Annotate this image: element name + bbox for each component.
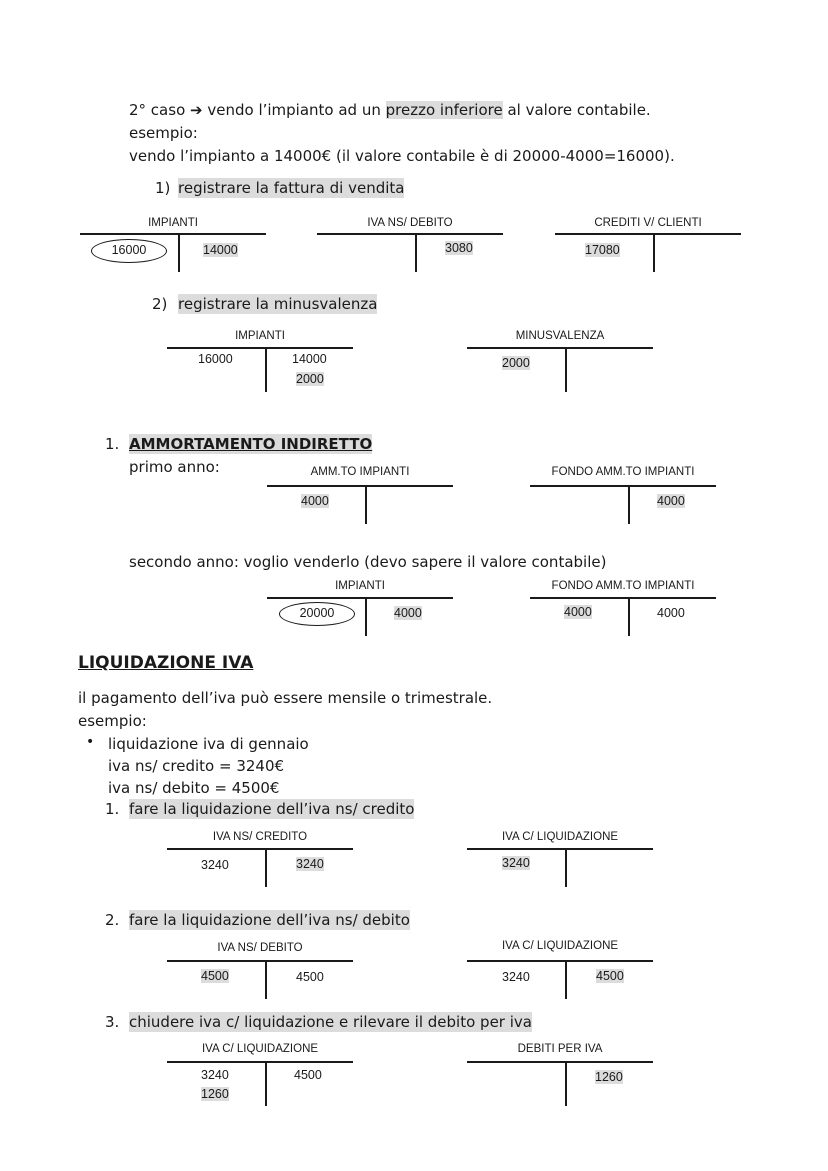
account-title: CREDITI V/ CLIENTI [594, 217, 702, 229]
t-account-top [467, 347, 653, 349]
credit-value: 4000 [657, 606, 685, 620]
credit-value: 4500 [296, 970, 324, 984]
t-account-divider [178, 234, 180, 272]
arrow-icon: ➔ [190, 101, 203, 119]
primo-anno-label: primo anno: [129, 458, 220, 476]
t-account-top [467, 1061, 653, 1063]
credit-value: 4000 [394, 606, 422, 620]
account-title: IMPIANTI [335, 580, 385, 592]
t-account-divider [565, 849, 567, 887]
credit-value: 3080 [445, 241, 473, 255]
t-account-top [167, 960, 353, 962]
t-account-top [467, 848, 653, 850]
account-title: IVA NS/ DEBITO [217, 942, 303, 954]
intro-line-1 [129, 100, 651, 120]
credit-value: 3240 [296, 857, 324, 871]
circled-value: 16000 [91, 239, 167, 263]
bullet-text: liquidazione iva di gennaio [108, 735, 309, 753]
t-account-divider [265, 849, 267, 887]
t-account-top [467, 960, 653, 962]
credit-value: 4000 [657, 494, 685, 508]
t-account-divider [365, 598, 367, 636]
t-account-divider [565, 348, 567, 392]
step-1-number: 1) [155, 179, 171, 197]
intro-line-2: esempio: [129, 124, 198, 142]
account-title: IVA NS/ CREDITO [212, 831, 308, 843]
t-account-divider [265, 961, 267, 999]
step-label: fare la liquidazione dell’iva ns/ debito [129, 911, 410, 929]
account-title: IMPIANTI [235, 330, 285, 342]
credit-value: 4500 [596, 969, 624, 983]
t-account-top [317, 233, 503, 235]
step-2-label: registrare la minusvalenza [178, 295, 378, 313]
credit-value: 4500 [294, 1068, 322, 1082]
t-account-divider [653, 234, 655, 272]
t-account-top [530, 485, 716, 487]
t-account-top [267, 485, 453, 487]
t-account-top [555, 233, 741, 235]
account-title: FONDO AMM.TO IMPIANTI [551, 466, 695, 478]
intro-text: 2° caso [129, 101, 191, 119]
t-account-top [167, 1061, 353, 1063]
t-account-divider [265, 348, 267, 392]
secondo-anno-label: secondo anno: voglio venderlo (devo sapere il valore contabile) [129, 553, 607, 571]
debit-value: 2000 [502, 356, 530, 370]
bullet-icon: • [86, 734, 95, 750]
account-title: IVA C/ LIQUIDAZIONE [201, 1043, 319, 1055]
credit-value: 14000 [203, 243, 238, 257]
debit-value: 3240 [502, 856, 530, 870]
t-account-top [530, 597, 716, 599]
t-account-divider [565, 961, 567, 999]
debit-value: 4500 [201, 969, 229, 983]
t-account-divider [415, 234, 417, 272]
account-title: FONDO AMM.TO IMPIANTI [551, 580, 695, 592]
t-account-top [167, 848, 353, 850]
debit-value: 17080 [585, 243, 620, 257]
credit-value: 1260 [595, 1070, 623, 1084]
debit-value: 4000 [301, 494, 329, 508]
account-title: IVA C/ LIQUIDAZIONE [501, 940, 619, 952]
bullet-text: iva ns/ debito = 4500€ [108, 779, 280, 797]
intro-text: al valore contabile. [502, 101, 651, 119]
intro-line-3: vendo l’impianto a 14000€ (il valore contabile è di 20000-4000=16000). [129, 147, 675, 165]
account-title: IMPIANTI [148, 217, 198, 229]
account-title: IVA NS/ DEBITO [367, 217, 453, 229]
step-number: 3. [105, 1013, 120, 1031]
bullet-text: iva ns/ credito = 3240€ [108, 757, 285, 775]
credit-value: 2000 [296, 372, 324, 386]
account-title: AMM.TO IMPIANTI [310, 466, 410, 478]
step-number: 1. [105, 800, 120, 818]
account-title: IVA C/ LIQUIDAZIONE [501, 831, 619, 843]
t-account-divider [628, 598, 630, 636]
section-number: 1. [105, 435, 120, 453]
paragraph: il pagamento dell’iva può essere mensile o trimestrale. [78, 689, 493, 707]
highlighted-text: prezzo inferiore [385, 101, 503, 119]
step-number: 2. [105, 911, 120, 929]
debit-value: 3240 [502, 970, 530, 984]
account-title: MINUSVALENZA [515, 330, 605, 342]
intro-text: vendo l’impianto ad un [202, 101, 386, 119]
t-account-divider [265, 1062, 267, 1106]
step-label: fare la liquidazione dell’iva ns/ credito [129, 800, 415, 818]
paragraph: esempio: [78, 712, 147, 730]
section-heading: AMMORTAMENTO INDIRETTO [129, 435, 373, 453]
step-1-label: registrare la fattura di vendita [178, 179, 405, 197]
debit-value: 4000 [564, 605, 592, 619]
t-account-divider [565, 1062, 567, 1106]
t-account-top [80, 233, 266, 235]
t-account-divider [365, 486, 367, 524]
debit-value: 16000 [198, 352, 233, 366]
t-account-top [267, 597, 453, 599]
step-2-number: 2) [152, 295, 168, 313]
t-account-top [167, 347, 353, 349]
credit-value: 14000 [292, 352, 327, 366]
liquidazione-heading: LIQUIDAZIONE IVA [78, 653, 254, 673]
account-title: DEBITI PER IVA [517, 1043, 603, 1055]
debit-value: 3240 [201, 858, 229, 872]
debit-value: 1260 [201, 1087, 229, 1101]
step-label: chiudere iva c/ liquidazione e rilevare il debito per iva [129, 1013, 532, 1031]
circled-value: 20000 [279, 602, 355, 626]
debit-value: 3240 [201, 1068, 229, 1082]
t-account-divider [628, 486, 630, 524]
